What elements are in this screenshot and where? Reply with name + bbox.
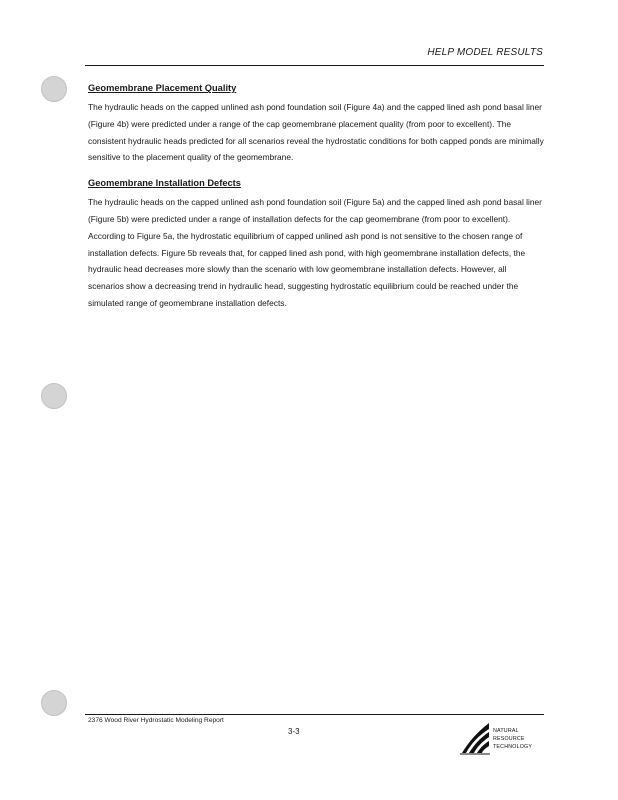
footer-report-title: 2376 Wood River Hydrostatic Modeling Report (88, 717, 224, 724)
section-paragraph: The hydraulic heads on the capped unlined ash pond foundation soil (Figure 4a) and the capped lined ash pond basal liner (Figure 4b) were predicted under a range of the cap geomembrane placement quality (from poor to excellent). The consistent hydraulic heads predicted for all scenarios reveal the hydrostatic conditions for both capped ponds are minimally sensitive to the placement quality of the geomembrane. (88, 102, 544, 163)
section-installation-defects (88, 177, 544, 312)
logo-line: RESOURCE (493, 736, 525, 742)
binder-hole-bottom (41, 690, 67, 716)
section-heading: Geomembrane Placement Quality (88, 83, 237, 93)
section-placement-quality (88, 82, 544, 166)
logo-wordmark (493, 727, 532, 751)
company-logo (460, 721, 540, 755)
running-header: HELP MODEL RESULTS (427, 47, 543, 58)
natural-resource-technology-logo-icon (460, 721, 490, 755)
header-rule (85, 65, 544, 66)
section-paragraph: The hydraulic heads on the capped unlined ash pond foundation soil (Figure 5a) and the capped lined ash pond basal liner (Figure 5b) were predicted under a range of installation defects for the cap geomembrane (from poor to excellent). According to Figure 5a, the hydrostatic equilibrium of capped unlined ash pond is not sensitive to the chosen range of installation defects. Figure 5b reveals that, for capped lined ash pond, with high geomembrane installation defects, the hydraulic head decreases more slowly than the scenario with low geomembrane installation defects. However, all scenarios show a decreasing trend in hydraulic head, suggesting hydrostatic equilibrium could be reached under the simulated range of geomembrane installation defects. (88, 197, 542, 308)
page-body (88, 82, 544, 323)
logo-line: TECHNOLOGY (493, 744, 533, 750)
section-heading: Geomembrane Installation Defects (88, 178, 241, 189)
binder-hole-middle (41, 383, 67, 409)
binder-hole-top (41, 76, 67, 102)
page-number: 3-3 (288, 727, 300, 736)
logo-line: NATURAL (493, 728, 519, 734)
footer-rule (85, 714, 544, 715)
